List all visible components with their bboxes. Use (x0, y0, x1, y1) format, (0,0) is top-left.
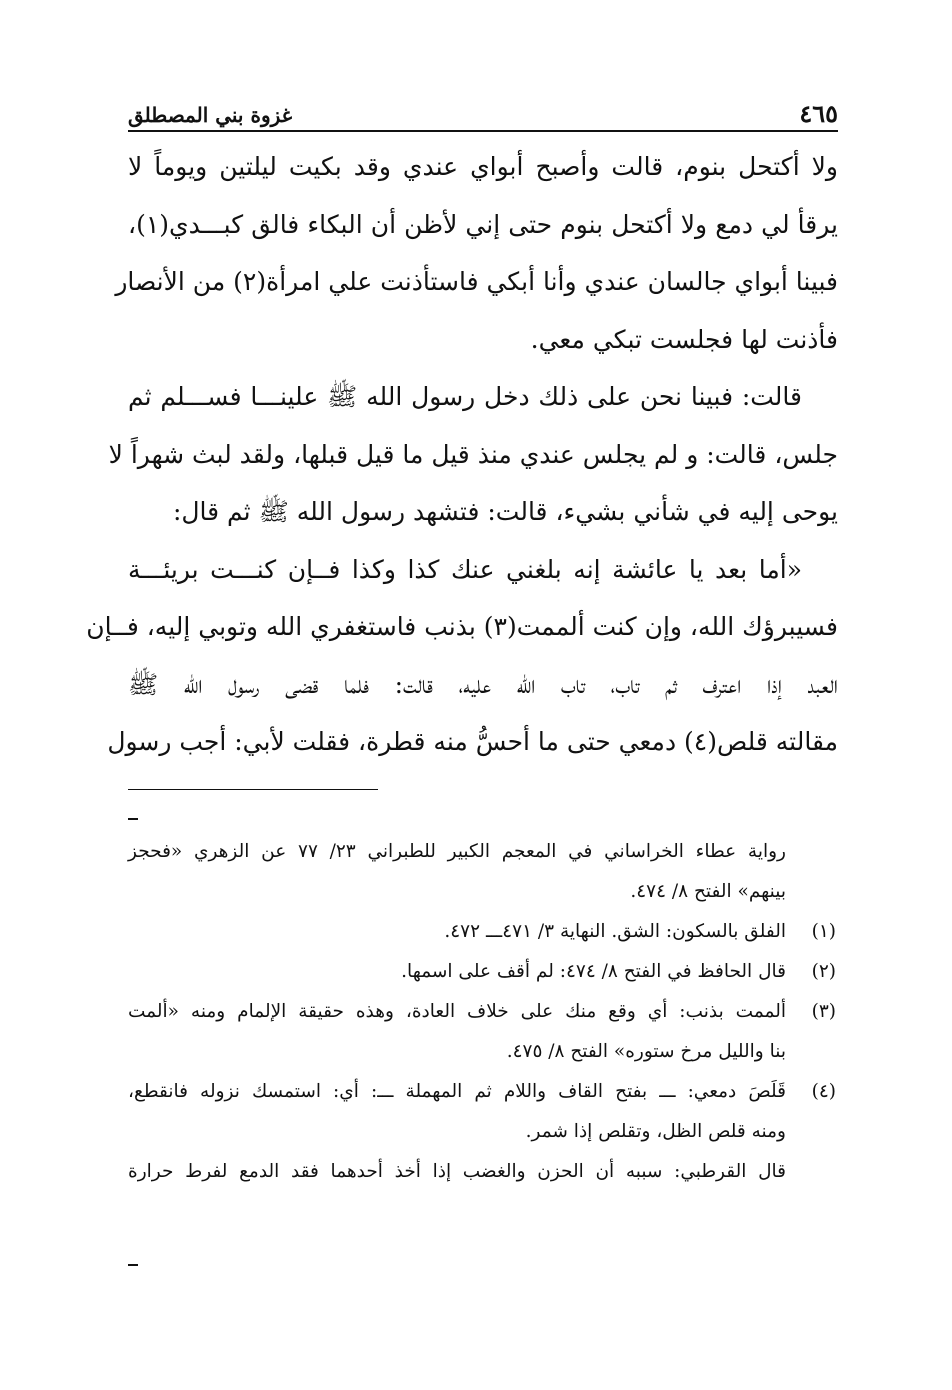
text-line: «أما بعد يا عائشة إنه بلغني عنك كذا وكذا فــإن كنـــت بريئـــة (128, 554, 802, 584)
footnote-text: ومنه قلص الظل، وتقلص إذا شمر. (525, 1121, 786, 1142)
footnotes (128, 832, 838, 1192)
text-line: فسيبرؤك الله، وإن كنت ألممت(٣) بذنب فاستغفري الله وتوبي إليه، فــإن (86, 612, 838, 641)
text-line: يرقأ لي دمع ولا أكتحل بنوم حتى إني لأظن أن البكاء فالق كبـــدي(١)، (128, 209, 838, 239)
book-page (86, 0, 838, 1390)
footnote-3 (128, 992, 838, 1032)
footnote-text: قَلَصَ دمعي: ـــ بفتح القاف واللام ثم المهملة ـــ: أي: استمسك نزوله فانقطع، (128, 1081, 786, 1102)
footnote-text: قال الحافظ في الفتح ٨/ ٤٧٤: لم أقف على اسمها. (401, 961, 786, 982)
footnote-continuation-line: رواية عطاء الخراساني في المعجم الكبير للطبراني ٢٣/ ٧٧ عن الزهري «فحجز (128, 841, 786, 862)
footnote-number: (٣) (811, 1001, 836, 1022)
footnote-text: الفلق بالسكون: الشق. النهاية ٣/ ٤٧١ـــ ٤٧٢. (444, 921, 786, 942)
page-header (128, 100, 838, 132)
footnote-number: (٤) (811, 1081, 836, 1102)
text-line: مقالته قلص(٤) دمعي حتى ما أحسُّ منه قطرة، فقلت لأبي: أجب رسول (107, 727, 838, 756)
footnote-separator (128, 789, 378, 790)
footnote-2 (128, 952, 838, 992)
continuation-mark (128, 1264, 138, 1266)
text-line: يوحى إليه في شأني بشيء، قالت: فتشهد رسول الله ﷺ ثم قال: (172, 497, 838, 526)
text-line: جلس، قالت: و لم يجلس عندي منذ قيل ما قيل قبلها، ولقد لبث شهراً لا (108, 439, 838, 469)
footnote-text: ألممت بذنب: أي وقع منك على خلاف العادة، وهذه حقيقة الإلمام ومنه «ألمت (128, 1001, 786, 1022)
text-line: قالت: فبينا نحن على ذلك دخل رسول الله ﷺ علينـــا فســـلم ثم (128, 382, 802, 411)
running-title: غزوة بني المصطلق (128, 103, 293, 127)
text-line: ولا أكتحل بنوم، قالت وأصبح أبواي عندي وقد بكيت ليلتين ويوماً لا (128, 152, 838, 181)
text-line: فبينا أبواي جالسان عندي وأنا أبكي فاستأذنت علي امرأة(٢) من الأنصار (115, 267, 838, 296)
text-line: فأذنت لها فجلست تبكي معي. (530, 324, 838, 354)
footnote-text: بنا والليل مرخ ستوره» الفتح ٨/ ٤٧٥. (506, 1041, 786, 1062)
footnote-number: (١) (811, 921, 836, 942)
text-line: العبد إذا اعترف ثم تاب، تاب الله عليه، قالت: فلما قضى رسول الله ﷺ (128, 669, 838, 699)
footnote-4 (128, 1072, 838, 1112)
footnote-number: (٢) (811, 961, 836, 982)
footnote-continuation-line: بينهم» الفتح ٨/ ٤٧٤. (630, 881, 786, 902)
main-text (86, 138, 838, 771)
page-number: ٤٦٥ (799, 99, 838, 128)
footnote-trailing-line: قال القرطبي: سببه أن الحزن والغضب إذا أخذ أحدهما فقد الدمع لفرط حرارة (128, 1161, 786, 1182)
footnote-1 (128, 912, 838, 952)
continuation-mark (128, 818, 138, 820)
